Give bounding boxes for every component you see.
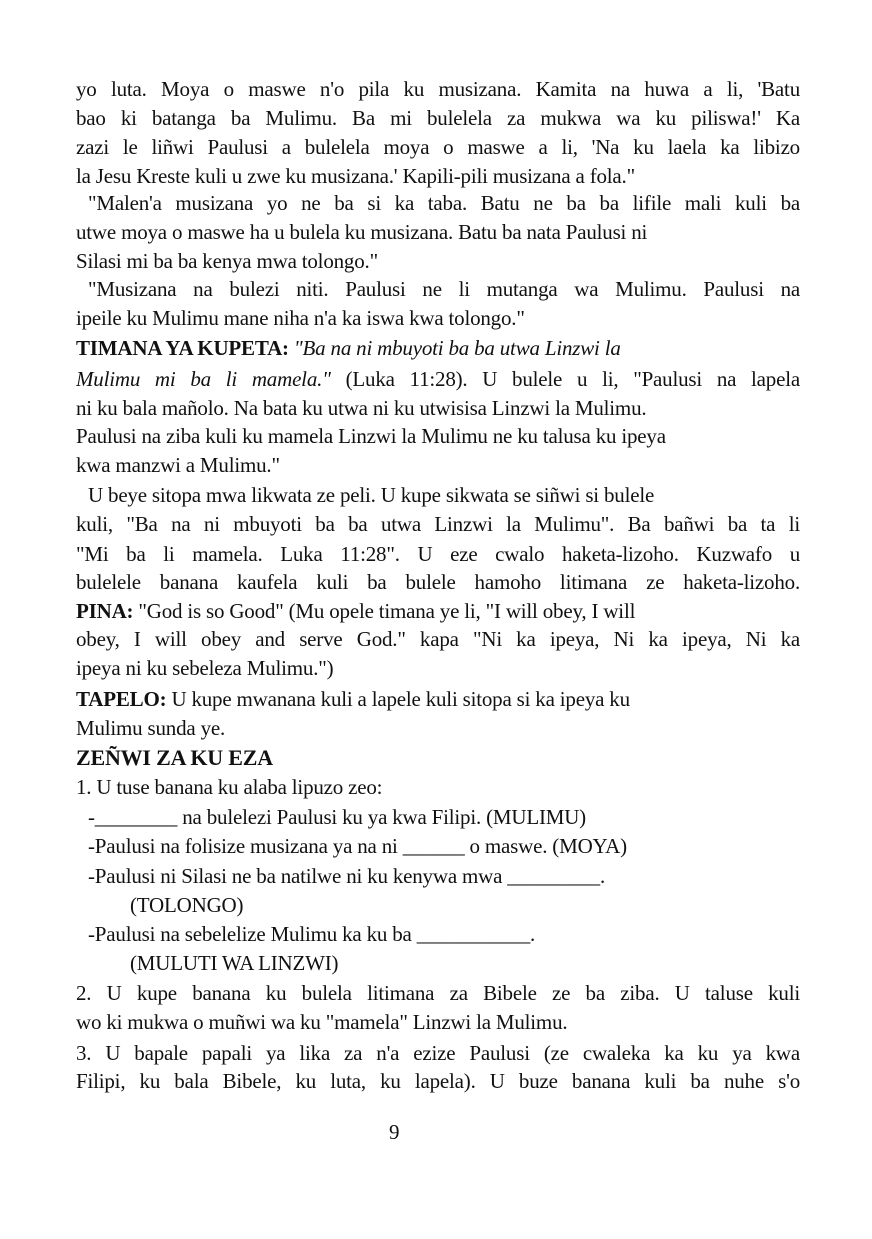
text-line — [76, 452, 800, 478]
text-line — [76, 395, 800, 421]
text-segment: ipeya ni ku sebeleza Mulimu.") — [76, 656, 334, 680]
text-segment: Silasi mi ba ba kenya mwa tolongo." — [76, 249, 378, 273]
text-line — [88, 190, 800, 216]
text-segment: obey, I will obey and serve God." kapa "Ni ka ipeya, Ni ka ipeya, Ni ka — [76, 627, 800, 651]
text-segment: -________ na bulelezi Paulusi ku ya kwa Filipi. (MULIMU) — [88, 805, 586, 829]
text-segment: -Paulusi ni Silasi ne ba natilwe ni ku kenywa mwa _________. — [88, 864, 606, 888]
text-line — [88, 863, 812, 889]
text-segment: 1. U tuse banana ku alaba lipuzo zeo: — [76, 775, 383, 799]
text-segment: (TOLONGO) — [130, 893, 244, 917]
text-segment: (Luka 11:28). U bulele u li, "Paulusi na lapela — [330, 367, 800, 391]
text-line — [76, 366, 800, 392]
text-segment: U beye sitopa mwa likwata ze peli. U kupe sikwata se siñwi si bulele — [88, 483, 655, 507]
section-label: TIMANA YA KUPETA: — [76, 336, 289, 360]
text-line — [76, 511, 800, 537]
text-segment: utwe moya o maswe ha u bulela ku musizana. Batu ba nata Paulusi ni — [76, 220, 648, 244]
text-line — [76, 1009, 800, 1035]
text-segment: kwa manzwi a Mulimu." — [76, 453, 280, 477]
text-line — [76, 248, 800, 274]
text-segment: "Malen'a musizana yo ne ba si ka taba. Batu ne ba ba lifile mali kuli ba — [88, 191, 800, 215]
text-line — [76, 105, 800, 131]
text-segment: la Jesu Kreste kuli u zwe ku musizana.' Kapili-pili musizana a fola." — [76, 164, 635, 188]
text-segment: bulelele banana kaufela kuli ba bulele hamoho litimana ze haketa-lizoho. — [76, 570, 800, 594]
text-line — [76, 980, 800, 1006]
text-segment: zazi le liñwi Paulusi a bulelela moya o maswe a li, 'Na ku laela ka libizo — [76, 135, 800, 159]
quoted-verse: "Ba na ni mbuyoti ba ba utwa Linzwi la — [293, 336, 621, 360]
text-segment: (MULUTI WA LINZWI) — [130, 951, 339, 975]
text-segment: "God is so Good" (Mu opele timana ye li, "I will obey, I will — [133, 599, 636, 623]
text-line — [88, 482, 800, 508]
text-line — [88, 833, 812, 859]
text-line — [76, 745, 800, 771]
text-segment: U kupe mwanana kuli a lapele kuli sitopa si ka ipeya ku — [166, 687, 630, 711]
text-line — [76, 626, 800, 652]
text-line — [76, 305, 800, 331]
text-segment: kuli, "Ba na ni mbuyoti ba ba utwa Linzwi la Mulimu". Ba bañwi ba ta li — [76, 512, 800, 536]
text-segment: ni ku bala mañolo. Na bata ku utwa ni ku utwisisa Linzwi la Mulimu. — [76, 396, 647, 420]
text-segment: -Paulusi na sebelelize Mulimu ka ku ba ___________. — [88, 922, 536, 946]
text-line — [76, 163, 800, 189]
text-line — [76, 715, 800, 741]
text-line — [76, 655, 800, 681]
section-label: TAPELO: — [76, 687, 167, 711]
text-line — [76, 335, 800, 361]
text-segment: Paulusi na ziba kuli ku mamela Linzwi la Mulimu ne ku talusa ku ipeya — [76, 424, 666, 448]
text-segment: "Musizana na bulezi niti. Paulusi ne li mutanga wa Mulimu. Paulusi na — [88, 277, 800, 301]
text-line — [76, 423, 800, 449]
section-label: PINA: — [76, 599, 134, 623]
text-line — [130, 950, 854, 976]
text-line — [76, 598, 800, 624]
text-segment: "Mi ba li mamela. Luka 11:28". U eze cwalo haketa-lizoho. Kuzwafo u — [76, 542, 800, 566]
text-line — [76, 541, 800, 567]
text-segment: Mulimu sunda ye. — [76, 716, 226, 740]
text-line — [76, 219, 800, 245]
quoted-verse: Mulimu mi ba li mamela." — [76, 367, 331, 391]
text-segment: -Paulusi na folisize musizana ya na ni ______ o maswe. (MOYA) — [88, 834, 627, 858]
text-line — [88, 276, 800, 302]
text-segment: yo luta. Moya o maswe n'o pila ku musizana. Kamita na huwa a li, 'Batu — [76, 77, 800, 101]
text-line — [76, 76, 800, 102]
text-line — [76, 134, 800, 160]
text-segment: Filipi, ku bala Bibele, ku luta, ku lapela). U buze banana kuli ba nuhe s'o — [76, 1069, 800, 1093]
text-line — [76, 1068, 800, 1094]
section-heading: ZEÑWI ZA KU EZA — [76, 745, 273, 770]
text-segment: wo ki mukwa o muñwi wa ku "mamela" Linzwi la Mulimu. — [76, 1010, 568, 1034]
text-line — [76, 569, 800, 595]
text-line — [88, 804, 812, 830]
text-line — [76, 686, 800, 712]
text-line — [76, 1040, 800, 1066]
text-line — [88, 921, 812, 947]
text-segment: ipeile ku Mulimu mane niha n'a ka iswa kwa tolongo." — [76, 306, 525, 330]
text-segment: 3. U bapale papali ya lika za n'a ezize Paulusi (ze cwaleka ka ku ya kwa — [76, 1041, 800, 1065]
text-line — [76, 774, 800, 800]
text-segment: bao ki batanga ba Mulimu. Ba mi bulelela za mukwa wa ku piliswa!' Ka — [76, 106, 800, 130]
text-line — [130, 892, 854, 918]
text-segment: 2. U kupe banana ku bulela litimana za Bibele ze ba ziba. U taluse kuli — [76, 981, 800, 1005]
page-number: 9 — [389, 1120, 400, 1144]
